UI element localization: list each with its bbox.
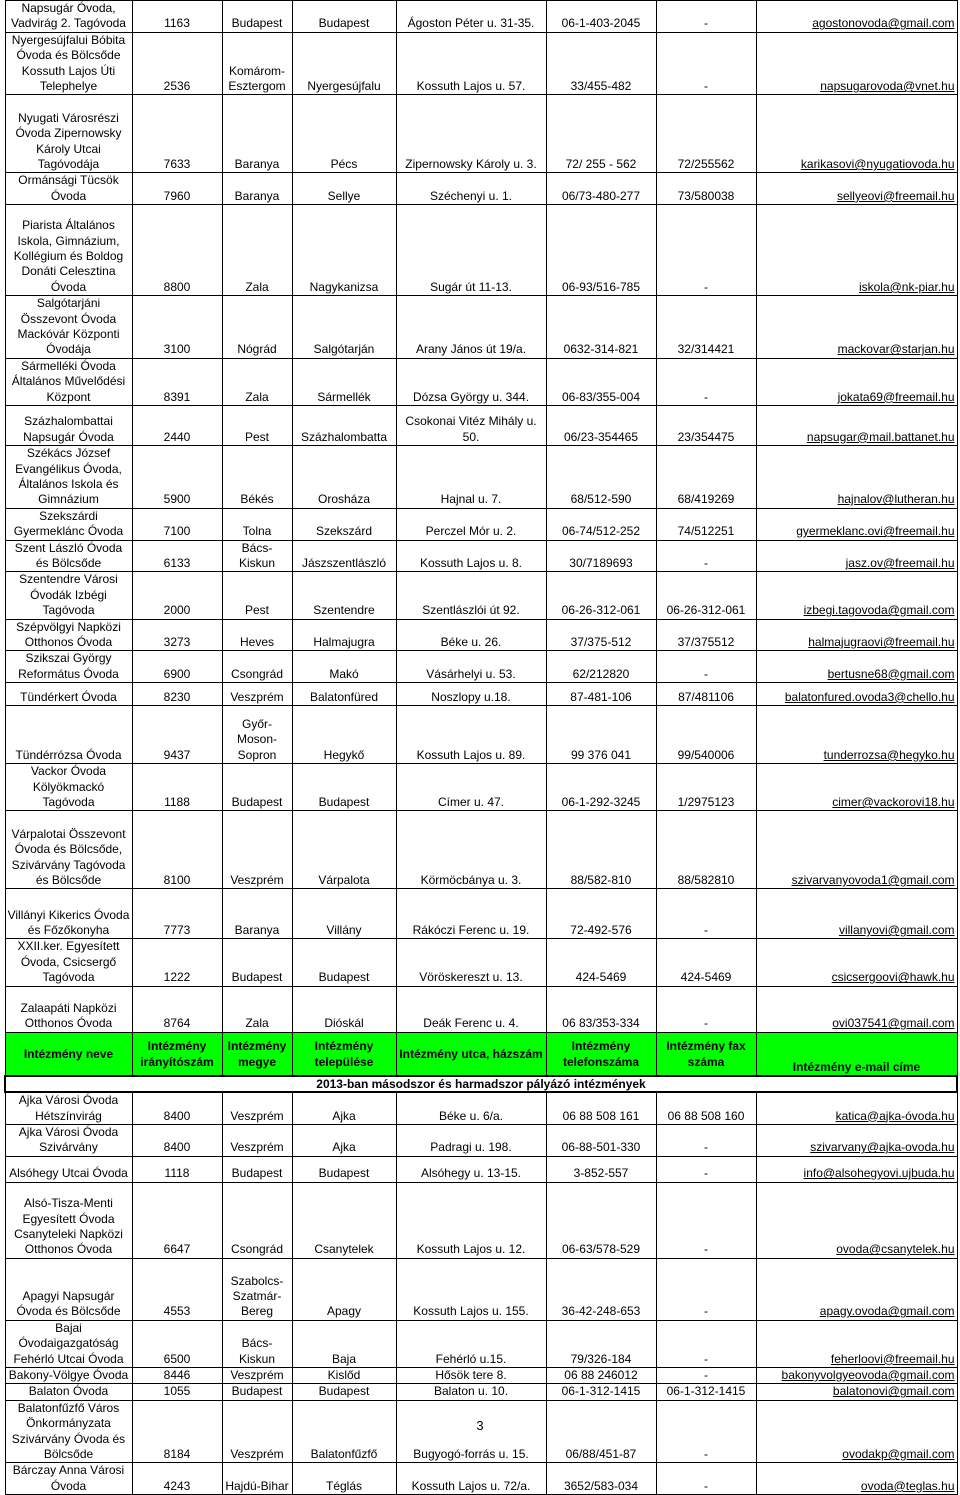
table-row [5, 1124, 957, 1156]
county-cell: Békés [222, 446, 292, 509]
city-cell: Makó [292, 651, 396, 683]
fax-cell: - [656, 889, 756, 939]
name-cell: Bajai Óvodaigazgatóság Fehérló Utcai Óvoda [5, 1320, 132, 1367]
table-row [5, 889, 957, 939]
fax-cell: - [656, 540, 756, 572]
county-cell: Veszprém [222, 1092, 292, 1124]
phone-cell: 06 83/353-334 [546, 986, 656, 1032]
fax-cell: - [656, 1463, 756, 1495]
fax-cell: 424-5469 [656, 939, 756, 986]
name-cell: Ormánsági Tücsök Óvoda [5, 173, 132, 205]
table-row [5, 296, 957, 359]
phone-cell: 06-93/516-785 [546, 205, 656, 296]
phone-cell: 06/23-354465 [546, 406, 656, 446]
street-cell: Vöröskereszt u. 13. [396, 939, 546, 986]
zip-cell: 6500 [132, 1320, 222, 1367]
city-cell: Szentendre [292, 572, 396, 619]
street-cell: Dózsa György u. 344. [396, 358, 546, 405]
county-cell: Baranya [222, 95, 292, 173]
city-cell: Ajka [292, 1124, 396, 1156]
city-cell: Orosháza [292, 446, 396, 509]
street-cell: Szentlászlói út 92. [396, 572, 546, 619]
phone-cell: 06-88-501-330 [546, 1124, 656, 1156]
fax-cell: - [656, 1, 756, 33]
header-street: Intézmény utca, házszám [396, 1032, 546, 1076]
zip-cell: 1163 [132, 1, 222, 33]
zip-cell: 8400 [132, 1124, 222, 1156]
county-cell: Veszprém [222, 1124, 292, 1156]
email-cell[interactable]: ovoda@csanytelek.hu [756, 1182, 957, 1258]
page-number: 3 [476, 1418, 484, 1433]
city-cell: Jászszentlászló [292, 540, 396, 572]
email-cell[interactable]: agostonovoda@gmail.com [756, 1, 957, 33]
county-cell: Veszprém [222, 683, 292, 706]
name-cell: Zalaapáti Napközi Otthonos Óvoda [5, 986, 132, 1032]
fax-cell: 06-26-312-061 [656, 572, 756, 619]
header-email: Intézmény e-mail címe [756, 1032, 957, 1076]
county-cell: Budapest [222, 1, 292, 33]
section-row [5, 1076, 957, 1092]
county-cell: Bács-Kiskun [222, 1320, 292, 1367]
county-cell: Zala [222, 358, 292, 405]
table-row [5, 986, 957, 1032]
city-cell: Balatonfüred [292, 683, 396, 706]
name-cell: Balatonfűzfő Város Önkormányzata Szivárvány Óvoda és Bölcsőde [5, 1400, 132, 1463]
county-cell: Szabolcs-Szatmár-Bereg [222, 1258, 292, 1320]
street-cell: Balaton u. 10. [396, 1384, 546, 1400]
city-cell: Csanytelek [292, 1182, 396, 1258]
email-cell[interactable]: bertusne68@gmail.com [756, 651, 957, 683]
city-cell: Balatonfűzfő [292, 1400, 396, 1463]
phone-cell: 62/212820 [546, 651, 656, 683]
phone-cell: 06-1-292-3245 [546, 764, 656, 811]
street-cell: Címer u. 47. [396, 764, 546, 811]
table-row [5, 508, 957, 540]
table-row [5, 1092, 957, 1124]
table-row [5, 683, 957, 706]
phone-cell: 424-5469 [546, 939, 656, 986]
phone-cell: 30/7189693 [546, 540, 656, 572]
phone-cell: 3-852-557 [546, 1156, 656, 1182]
county-cell: Bács-Kiskun [222, 540, 292, 572]
fax-cell: - [656, 986, 756, 1032]
fax-cell: 06 88 508 160 [656, 1092, 756, 1124]
phone-cell: 06 88 508 161 [546, 1092, 656, 1124]
email-cell[interactable]: napsugarovoda@vnet.hu [756, 32, 957, 95]
table-row [5, 1367, 957, 1383]
fax-cell: - [656, 1400, 756, 1463]
phone-cell: 06-83/355-004 [546, 358, 656, 405]
phone-cell: 06-74/512-252 [546, 508, 656, 540]
zip-cell: 8400 [132, 1092, 222, 1124]
fax-cell: - [656, 1124, 756, 1156]
street-cell: Hősök tere 8. [396, 1367, 546, 1383]
county-cell: Budapest [222, 1384, 292, 1400]
name-cell: Salgótarjáni Összevont Óvoda Mackóvár Központi Óvodája [5, 296, 132, 359]
zip-cell: 5900 [132, 446, 222, 509]
email-cell[interactable]: cimer@vackorovi18.hu [756, 764, 957, 811]
name-cell: Alsóhegy Utcai Óvoda [5, 1156, 132, 1182]
phone-cell: 72/ 255 - 562 [546, 95, 656, 173]
fax-cell: - [656, 651, 756, 683]
county-cell: Zala [222, 986, 292, 1032]
phone-cell: 33/455-482 [546, 32, 656, 95]
city-cell: Budapest [292, 1, 396, 33]
name-cell: Ajka Városi Óvoda Hétszínvirág [5, 1092, 132, 1124]
street-cell: Zipernowsky Károly u. 3. [396, 95, 546, 173]
street-cell: Béke u. 26. [396, 619, 546, 651]
phone-cell: 68/512-590 [546, 446, 656, 509]
email-cell[interactable]: szivarvany@ajka-ovoda.hu [756, 1124, 957, 1156]
city-cell: Halmajugra [292, 619, 396, 651]
email-cell[interactable]: villanyovi@gmail.com [756, 889, 957, 939]
fax-cell: 99/540006 [656, 706, 756, 764]
county-cell: Budapest [222, 939, 292, 986]
county-cell: Zala [222, 205, 292, 296]
email-cell[interactable]: jokata69@freemail.hu [756, 358, 957, 405]
city-cell: Salgótarján [292, 296, 396, 359]
street-cell: Kossuth Lajos u. 89. [396, 706, 546, 764]
table-row [5, 764, 957, 811]
zip-cell: 7100 [132, 508, 222, 540]
street-cell: Alsóhegy u. 13-15. [396, 1156, 546, 1182]
email-cell[interactable]: jasz.ov@freemail.hu [756, 540, 957, 572]
county-cell: Csongrád [222, 651, 292, 683]
zip-cell: 4243 [132, 1463, 222, 1495]
name-cell: Szent László Óvoda és Bölcsőde [5, 540, 132, 572]
name-cell: Tündérkert Óvoda [5, 683, 132, 706]
email-cell[interactable]: mackovar@starjan.hu [756, 296, 957, 359]
street-cell: Széchenyi u. 1. [396, 173, 546, 205]
fax-cell: - [656, 1258, 756, 1320]
zip-cell: 3100 [132, 296, 222, 359]
fax-cell: - [656, 1182, 756, 1258]
zip-cell: 2536 [132, 32, 222, 95]
street-cell: Ágoston Péter u. 31-35. [396, 1, 546, 33]
name-cell: Székács József Evangélikus Óvoda, Általános Iskola és Gimnázium [5, 446, 132, 509]
email-cell[interactable]: gyermeklanc.ovi@freemail.hu [756, 508, 957, 540]
table-row [5, 540, 957, 572]
city-cell: Budapest [292, 1384, 396, 1400]
name-cell: Balaton Óvoda [5, 1384, 132, 1400]
city-cell: Villány [292, 889, 396, 939]
table-row [5, 706, 957, 764]
zip-cell: 8391 [132, 358, 222, 405]
street-cell: Arany János út 19/a. [396, 296, 546, 359]
table-row [5, 939, 957, 986]
zip-cell: 1222 [132, 939, 222, 986]
name-cell: Napsugár Óvoda, Vadvirág 2. Tagóvoda [5, 1, 132, 33]
street-cell: Noszlopy u.18. [396, 683, 546, 706]
table-row [5, 205, 957, 296]
county-cell: Veszprém [222, 811, 292, 889]
street-cell: Perczel Mór u. 2. [396, 508, 546, 540]
phone-cell: 72-492-576 [546, 889, 656, 939]
county-cell: Tolna [222, 508, 292, 540]
zip-cell: 6900 [132, 651, 222, 683]
city-cell: Hegykő [292, 706, 396, 764]
city-cell: Szekszárd [292, 508, 396, 540]
fax-cell: 1/2975123 [656, 764, 756, 811]
city-cell: Dióskál [292, 986, 396, 1032]
street-cell: Csokonai Vitéz Mihály u. 50. [396, 406, 546, 446]
fax-cell: 88/582810 [656, 811, 756, 889]
zip-cell: 2000 [132, 572, 222, 619]
street-cell: Kossuth Lajos u. 57. [396, 32, 546, 95]
header-phone: Intézmény telefonszáma [546, 1032, 656, 1076]
zip-cell: 8800 [132, 205, 222, 296]
email-cell[interactable]: feherloovi@freemail.hu [756, 1320, 957, 1367]
table-row [5, 32, 957, 95]
table-row [5, 1, 957, 33]
name-cell: Várpalotai Összevont Óvoda és Bölcsőde, Szivárvány Tagóvoda és Bölcsőde [5, 811, 132, 889]
fax-cell: 32/314421 [656, 296, 756, 359]
county-cell: Baranya [222, 173, 292, 205]
name-cell: Szekszárdi Gyermeklánc Óvoda [5, 508, 132, 540]
email-cell[interactable]: ovoda@teglas.hu [756, 1463, 957, 1495]
name-cell: Tündérrózsa Óvoda [5, 706, 132, 764]
zip-cell: 8446 [132, 1367, 222, 1383]
name-cell: Piarista Általános Iskola, Gimnázium, Kollégium és Boldog Donáti Celesztina Óvoda [5, 205, 132, 296]
street-cell: Sugár út 11-13. [396, 205, 546, 296]
street-cell: Kossuth Lajos u. 12. [396, 1182, 546, 1258]
street-cell: Körmöcbánya u. 3. [396, 811, 546, 889]
table-row [5, 1320, 957, 1367]
email-cell[interactable]: hajnalov@lutheran.hu [756, 446, 957, 509]
phone-cell: 06 88 246012 [546, 1367, 656, 1383]
zip-cell: 7960 [132, 173, 222, 205]
name-cell: Százhalombattai Napsugár Óvoda [5, 406, 132, 446]
phone-cell: 88/582-810 [546, 811, 656, 889]
city-cell: Százhalombatta [292, 406, 396, 446]
street-cell: Kossuth Lajos u. 8. [396, 540, 546, 572]
name-cell: Sármelléki Óvoda Általános Művelődési Központ [5, 358, 132, 405]
table-row [5, 651, 957, 683]
phone-cell: 99 376 041 [546, 706, 656, 764]
county-cell: Budapest [222, 1156, 292, 1182]
email-cell[interactable]: ovi037541@gmail.com [756, 986, 957, 1032]
street-cell: Padragi u. 198. [396, 1124, 546, 1156]
county-cell: Hajdú-Bihar [222, 1463, 292, 1495]
name-cell: Villányi Kikerics Óvoda és Főzőkonyha [5, 889, 132, 939]
county-cell: Komárom-Esztergom [222, 32, 292, 95]
phone-cell: 06-1-312-1415 [546, 1384, 656, 1400]
phone-cell: 79/326-184 [546, 1320, 656, 1367]
name-cell: Nyergesújfalui Bóbita Óvoda és Bölcsőde Kossuth Lajos Úti Telephelye [5, 32, 132, 95]
city-cell: Apagy [292, 1258, 396, 1320]
fax-cell: 37/375512 [656, 619, 756, 651]
fax-cell: - [656, 358, 756, 405]
phone-cell: 37/375-512 [546, 619, 656, 651]
zip-cell: 7773 [132, 889, 222, 939]
zip-cell: 1118 [132, 1156, 222, 1182]
institution-table [4, 0, 958, 1495]
county-cell: Veszprém [222, 1400, 292, 1463]
fax-cell: - [656, 32, 756, 95]
zip-cell: 8230 [132, 683, 222, 706]
name-cell: Bárczay Anna Városi Óvoda [5, 1463, 132, 1495]
table-row [5, 173, 957, 205]
header-fax: Intézmény fax száma [656, 1032, 756, 1076]
table-row [5, 446, 957, 509]
email-cell[interactable]: tunderrozsa@hegyko.hu [756, 706, 957, 764]
phone-cell: 3652/583-034 [546, 1463, 656, 1495]
header-county: Intézmény megye [222, 1032, 292, 1076]
name-cell: Szikszai György Református Óvoda [5, 651, 132, 683]
street-cell: Hajnal u. 7. [396, 446, 546, 509]
table-row [5, 572, 957, 619]
city-cell: Baja [292, 1320, 396, 1367]
county-cell: Baranya [222, 889, 292, 939]
street-cell: Béke u. 6/a. [396, 1092, 546, 1124]
fax-cell: 68/419269 [656, 446, 756, 509]
email-cell[interactable]: apagy.ovoda@gmail.com [756, 1258, 957, 1320]
phone-cell: 06-63/578-529 [546, 1182, 656, 1258]
email-cell[interactable]: napsugar@mail.battanet.hu [756, 406, 957, 446]
email-cell[interactable]: balatonovi@gmail.com [756, 1384, 957, 1400]
section-title: 2013-ban másodszor és harmadszor pályázó intézmények [5, 1076, 957, 1092]
city-cell: Budapest [292, 1156, 396, 1182]
name-cell: Szépvölgyi Napközi Otthonos Óvoda [5, 619, 132, 651]
name-cell: Vackor Óvoda Kölyökmackó Tagóvoda [5, 764, 132, 811]
zip-cell: 8184 [132, 1400, 222, 1463]
table-row [5, 619, 957, 651]
email-cell[interactable]: halmajugraovi@freemail.hu [756, 619, 957, 651]
zip-cell: 6133 [132, 540, 222, 572]
city-cell: Sellye [292, 173, 396, 205]
zip-cell: 2440 [132, 406, 222, 446]
email-cell[interactable]: izbegi.tagovoda@gmail.com [756, 572, 957, 619]
county-cell: Pest [222, 572, 292, 619]
phone-cell: 36-42-248-653 [546, 1258, 656, 1320]
name-cell: Szentendre Városi Óvodák Izbégi Tagóvoda [5, 572, 132, 619]
county-cell: Győr-Moson-Sopron [222, 706, 292, 764]
city-cell: Várpalota [292, 811, 396, 889]
county-cell: Pest [222, 406, 292, 446]
zip-cell: 8100 [132, 811, 222, 889]
street-cell: Bugyogó-forrás u. 15. [396, 1400, 546, 1463]
county-cell: Csongrád [222, 1182, 292, 1258]
table-row [5, 1258, 957, 1320]
fax-cell: 87/481106 [656, 683, 756, 706]
street-cell: Kossuth Lajos u. 155. [396, 1258, 546, 1320]
city-cell: Téglás [292, 1463, 396, 1495]
email-cell[interactable]: iskola@nk-piar.hu [756, 205, 957, 296]
zip-cell: 7633 [132, 95, 222, 173]
name-cell: Nyugati Városrészi Óvoda Zipernowsky Károly Utcai Tagóvodája [5, 95, 132, 173]
phone-cell: 0632-314-821 [546, 296, 656, 359]
email-cell[interactable]: szivarvanyovoda1@gmail.com [756, 811, 957, 889]
phone-cell: 06-1-403-2045 [546, 1, 656, 33]
header-row [5, 1032, 957, 1076]
county-cell: Budapest [222, 764, 292, 811]
zip-cell: 1188 [132, 764, 222, 811]
street-cell: Deák Ferenc u. 4. [396, 986, 546, 1032]
phone-cell: 06/73-480-277 [546, 173, 656, 205]
email-cell[interactable]: sellyeovi@freemail.hu [756, 173, 957, 205]
fax-cell: 06-1-312-1415 [656, 1384, 756, 1400]
table-row [5, 1182, 957, 1258]
phone-cell: 06-26-312-061 [546, 572, 656, 619]
email-cell[interactable]: bakonyvolgyeovoda@gmail.com [756, 1367, 957, 1383]
street-cell: Vásárhelyi u. 53. [396, 651, 546, 683]
zip-cell: 8764 [132, 986, 222, 1032]
email-cell[interactable]: csicsergoovi@hawk.hu [756, 939, 957, 986]
name-cell: Alsó-Tisza-Menti Egyesített Óvoda Csanyteleki Napközi Otthonos Óvoda [5, 1182, 132, 1258]
email-cell[interactable]: ovodakp@gmail.com [756, 1400, 957, 1463]
phone-cell: 87-481-106 [546, 683, 656, 706]
email-cell[interactable]: info@alsohegyovi.ujbuda.hu [756, 1156, 957, 1182]
header-name: Intézmény neve [5, 1032, 132, 1076]
county-cell: Heves [222, 619, 292, 651]
city-cell: Kislőd [292, 1367, 396, 1383]
city-cell: Ajka [292, 1092, 396, 1124]
street-cell: Kossuth Lajos u. 72/a. [396, 1463, 546, 1495]
phone-cell: 06/88/451-87 [546, 1400, 656, 1463]
name-cell: Ajka Városi Óvoda Szivárvány [5, 1124, 132, 1156]
street-cell: Rákóczi Ferenc u. 19. [396, 889, 546, 939]
fax-cell: - [656, 1320, 756, 1367]
email-cell[interactable]: katica@ajka-óvoda.hu [756, 1092, 957, 1124]
city-cell: Sármellék [292, 358, 396, 405]
city-cell: Nagykanizsa [292, 205, 396, 296]
street-cell: Fehérló u.15. [396, 1320, 546, 1367]
table-row [5, 358, 957, 405]
table-row [5, 1384, 957, 1400]
zip-cell: 3273 [132, 619, 222, 651]
zip-cell: 1055 [132, 1384, 222, 1400]
zip-cell: 4553 [132, 1258, 222, 1320]
table-row [5, 1463, 957, 1495]
table-row [5, 811, 957, 889]
city-cell: Budapest [292, 939, 396, 986]
name-cell: Apagyi Napsugár Óvoda és Bölcsőde [5, 1258, 132, 1320]
table-row [5, 1156, 957, 1182]
city-cell: Nyergesújfalu [292, 32, 396, 95]
header-zip: Intézmény irányítószám [132, 1032, 222, 1076]
fax-cell: 73/580038 [656, 173, 756, 205]
email-cell[interactable]: karikasovi@nyugatiovoda.hu [756, 95, 957, 173]
data-sheet [4, 0, 956, 1495]
name-cell: XXII.ker. Egyesített Óvoda, Csicsergő Tagóvoda [5, 939, 132, 986]
table-row [5, 406, 957, 446]
county-cell: Veszprém [222, 1367, 292, 1383]
name-cell: Bakony-Völgye Óvoda [5, 1367, 132, 1383]
fax-cell: - [656, 205, 756, 296]
email-cell[interactable]: balatonfured.ovoda3@chello.hu [756, 683, 957, 706]
county-cell: Nógrád [222, 296, 292, 359]
fax-cell: 72/255562 [656, 95, 756, 173]
zip-cell: 9437 [132, 706, 222, 764]
fax-cell: - [656, 1367, 756, 1383]
header-city: Intézmény települése [292, 1032, 396, 1076]
fax-cell: 74/512251 [656, 508, 756, 540]
zip-cell: 6647 [132, 1182, 222, 1258]
city-cell: Budapest [292, 764, 396, 811]
fax-cell: - [656, 1156, 756, 1182]
city-cell: Pécs [292, 95, 396, 173]
fax-cell: 23/354475 [656, 406, 756, 446]
table-row [5, 95, 957, 173]
